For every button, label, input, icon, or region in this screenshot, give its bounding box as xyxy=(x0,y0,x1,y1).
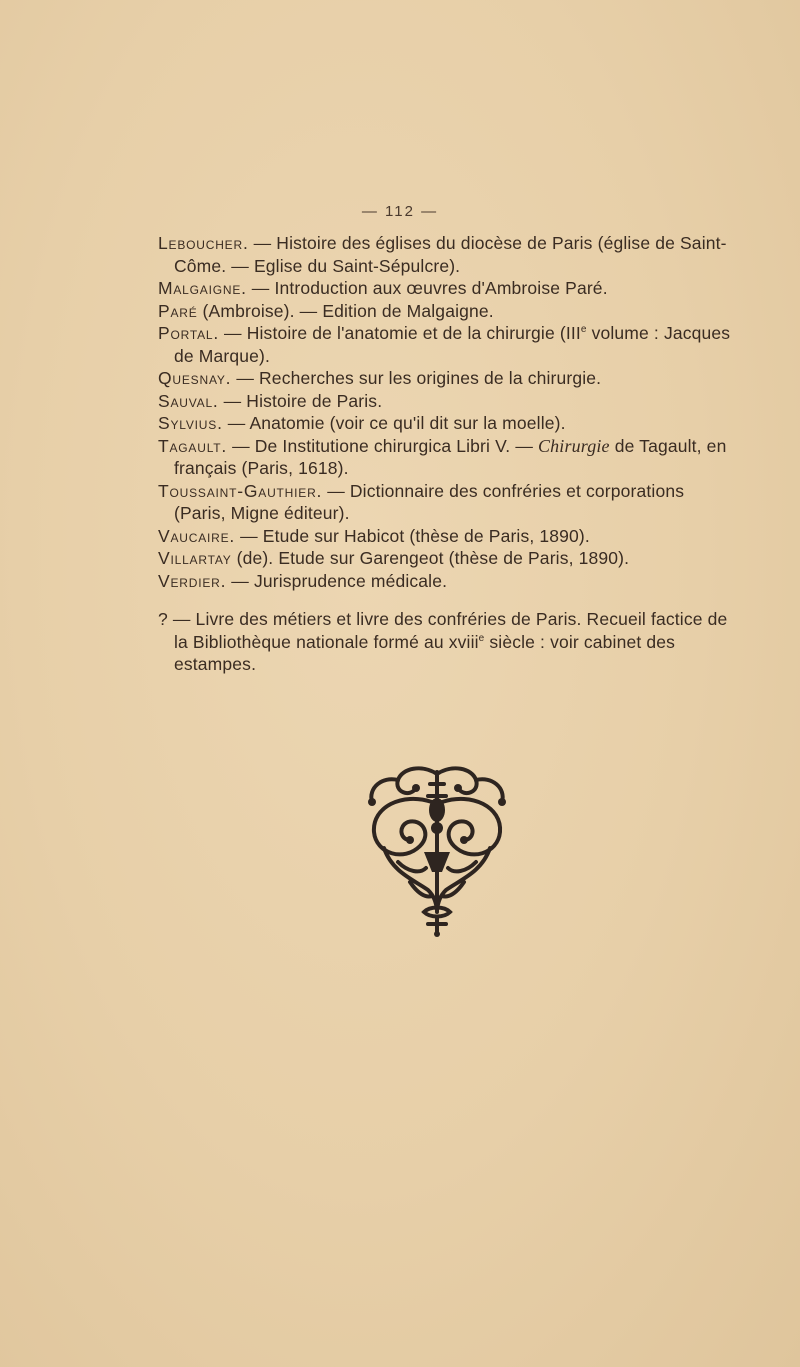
note-text: ? — Livre des métiers et livre des confréries de Paris. Recueil factice de la Bibliothèque nationale formé au xviii xyxy=(158,609,728,652)
bibliography-entry xyxy=(158,367,738,390)
entry-text: volume : Jacques de Marque). xyxy=(174,323,731,366)
entry-author: Villartay xyxy=(158,548,232,568)
entry-author: Sauval. xyxy=(158,390,219,411)
bibliography-entry xyxy=(158,322,738,367)
entry-author: Vaucaire. xyxy=(158,525,236,546)
superscript: e xyxy=(478,632,485,644)
entry-author: Toussaint-Gauthier. xyxy=(158,480,323,501)
note-text: siècle : voir cabinet des estampes. xyxy=(174,631,676,674)
entry-text: de Tagault, en français (Paris, 1618). xyxy=(174,435,727,478)
entry-author: Sylvius. xyxy=(158,413,223,433)
entry-author: Portal. xyxy=(158,323,220,343)
entry-author: Leboucher. xyxy=(158,233,249,253)
entry-author: Malgaigne. xyxy=(158,278,247,298)
entry-text: — Anatomie (voir ce qu'il dit sur la moelle). xyxy=(222,413,566,433)
entry-title-italic: Chirurgie xyxy=(538,435,610,456)
entry-text: — Dictionnaire des confréries et corporations (Paris, Migne éditeur). xyxy=(174,480,685,523)
entry-text: (de). Etude sur Garengeot (thèse de Paris, 1890). xyxy=(231,548,630,568)
superscript: e xyxy=(580,324,587,336)
bibliography-entry xyxy=(158,480,738,525)
bibliography-entry xyxy=(158,412,738,435)
entry-text: — Recherches sur les origines de la chirurgie. xyxy=(231,368,602,388)
entry-author: Quesnay. xyxy=(158,368,232,388)
bibliography-entry xyxy=(158,547,738,570)
bibliography-entry xyxy=(158,570,738,593)
entry-text: — Histoire de l'anatomie et de la chirurgie (III xyxy=(219,323,581,343)
entry-author: Paré xyxy=(158,300,198,321)
entry-author: Tagault. xyxy=(158,435,228,456)
entry-text: — Etude sur Habicot (thèse de Paris, 1890). xyxy=(235,525,590,546)
bibliography-entry xyxy=(158,277,738,300)
bibliography-entry xyxy=(158,300,738,323)
fleuron-ornament-icon xyxy=(362,762,512,937)
bibliography-entry xyxy=(158,435,738,480)
entry-text: — Introduction aux œuvres d'Ambroise Paré. xyxy=(246,278,608,298)
page-number: — 112 — xyxy=(361,203,439,220)
entry-text: — De Institutione chirurgica Libri V. — xyxy=(227,435,538,456)
bibliography-entry xyxy=(158,390,738,413)
entry-text: — Jurisprudence médicale. xyxy=(226,570,448,591)
entry-text: — Histoire des églises du diocèse de Paris (église de Saint-Côme. — Eglise du Saint-Sépulcre). xyxy=(174,233,727,276)
spacer xyxy=(158,592,738,608)
footnote-entry xyxy=(158,608,738,676)
entry-author: Verdier. xyxy=(158,570,227,591)
bibliography-list xyxy=(158,232,738,676)
entry-text: (Ambroise). — Edition de Malgaigne. xyxy=(197,300,494,321)
entry-text: — Histoire de Paris. xyxy=(218,390,383,411)
bibliography-entry xyxy=(158,232,738,277)
bibliography-entry xyxy=(158,525,738,548)
